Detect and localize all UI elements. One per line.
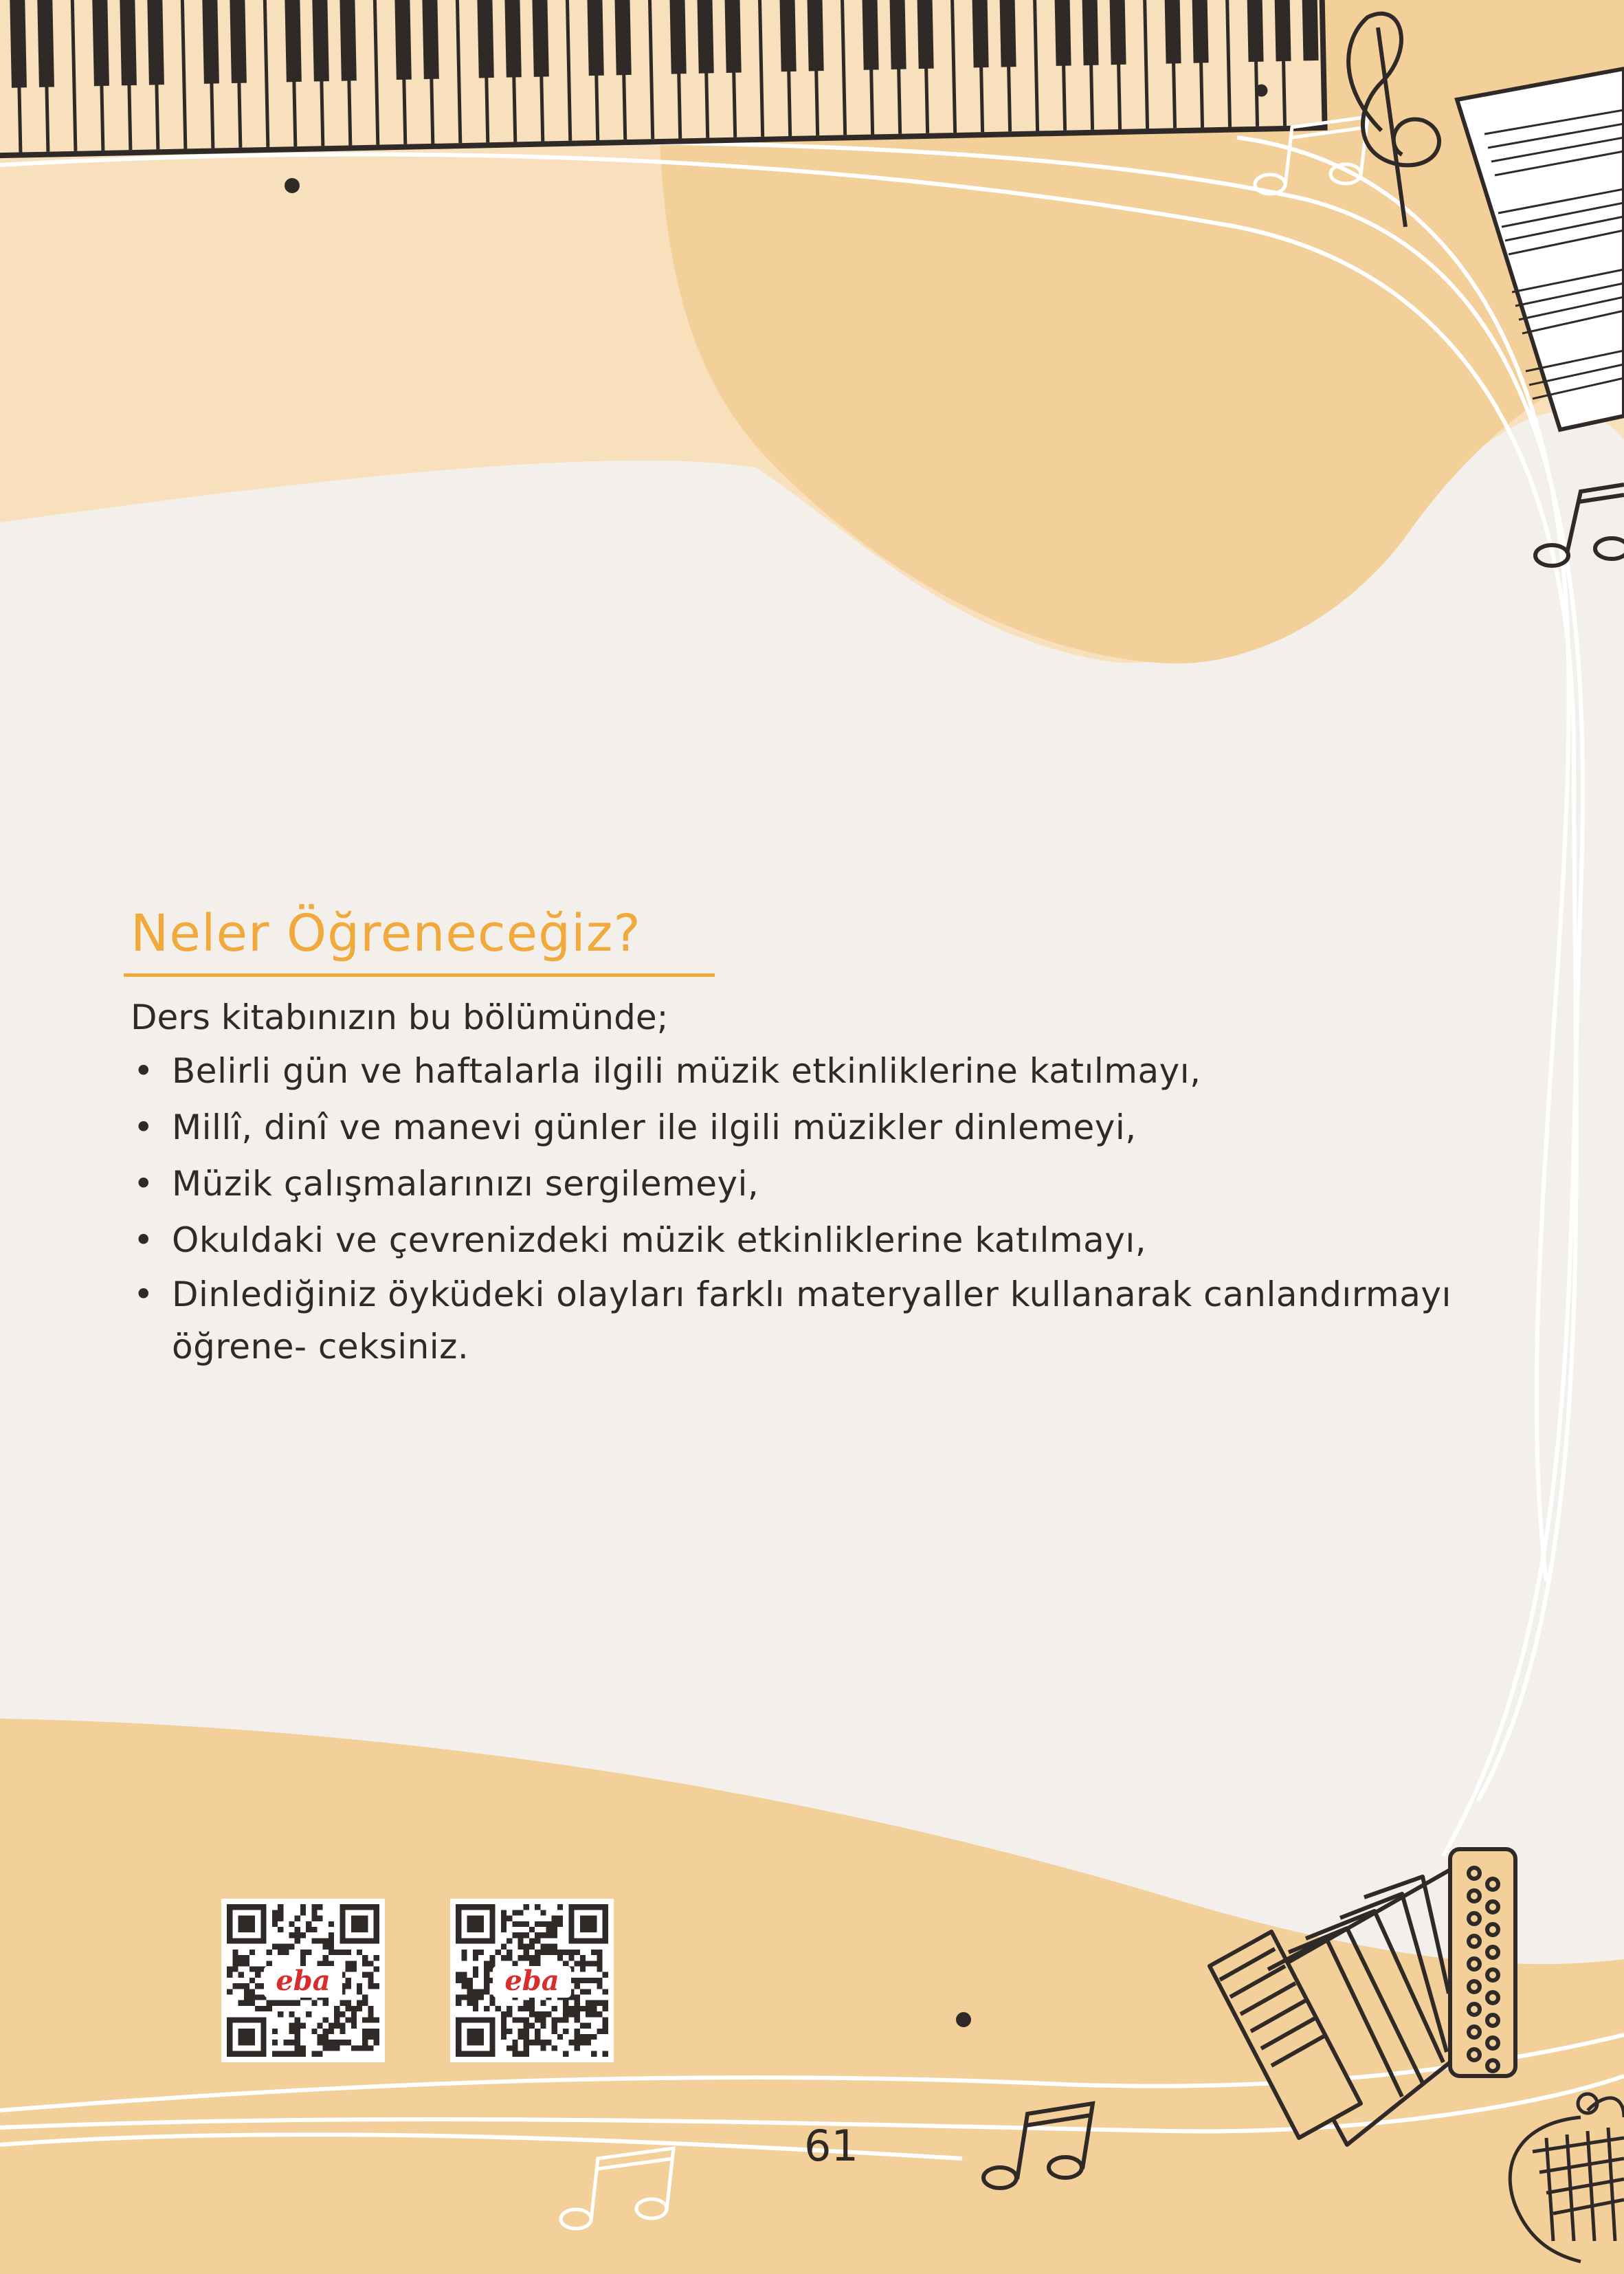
bullet-icon: • bbox=[133, 1164, 154, 1204]
intro-text: Ders kitabınızın bu bölümünde; bbox=[131, 997, 669, 1038]
bullet-icon: • bbox=[133, 1274, 154, 1315]
list-item: • Müzik çalışmalarınızı sergilemeyi, bbox=[131, 1156, 1484, 1212]
list-item: • Dinlediğiniz öyküdeki olayları farklı materyaller kullanarak canlandırmayı öğrene- ceksiniz. bbox=[131, 1268, 1484, 1373]
list-item: • Okuldaki ve çevrenizdeki müzik etkinliklerine katılmayı, bbox=[131, 1212, 1484, 1268]
title-underline bbox=[124, 973, 715, 977]
bullet-icon: • bbox=[133, 1107, 154, 1148]
qr-code-1[interactable] bbox=[221, 1899, 385, 2062]
learning-goals-section bbox=[124, 901, 1484, 1373]
goals-list bbox=[124, 1043, 1484, 1373]
bullet-icon: • bbox=[133, 1051, 154, 1092]
page-number: 61 bbox=[804, 2121, 858, 2171]
list-item: • Belirli gün ve haftalarla ilgili müzik etkinliklerine katılmayı, bbox=[131, 1043, 1484, 1099]
eba-logo: eba bbox=[264, 1966, 342, 1998]
eba-logo: eba bbox=[493, 1966, 571, 1998]
qr-code-2[interactable] bbox=[450, 1899, 614, 2062]
list-item: • Millî, dinî ve manevi günler ile ilgili müzikler dinlemeyi, bbox=[131, 1099, 1484, 1156]
bullet-icon: • bbox=[133, 1220, 154, 1261]
section-title: Neler Öğreneceğiz? bbox=[131, 904, 641, 963]
